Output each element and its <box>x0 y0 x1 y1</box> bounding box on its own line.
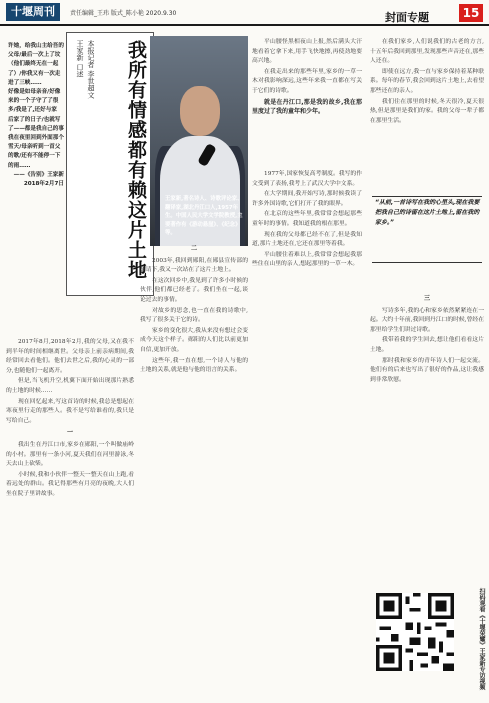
editor-info: 责任编辑_王玮 版式_陈小艳 2020.9.30 <box>70 10 177 17</box>
paragraph: 我们住在那里的时候,冬天很冷,夏天很热,但是那里是我们的家。我的父母一辈子都在那里生活。 <box>370 98 484 124</box>
pull-quote: “从前,一首诗写在我的心里头,现在我要把我自己的诗留在这片土地上,留在我的家乡。” <box>375 199 480 226</box>
paragraph: 2003年,我回到郧阳,在郧县宣传部的邀请下,我又一次站在了这片土地上。 <box>140 257 248 274</box>
body-column-1 <box>6 338 134 703</box>
qr-code[interactable] <box>376 593 454 671</box>
paragraph: 在这次回乡中,我见到了许多小时候的伙伴,他们都已经老了。我们坐在一起,谈论过去的事情。 <box>140 277 248 303</box>
paragraph: 在北京的这些年里,我常常会想起那些童年时的事情。我知道我的根在那里。 <box>252 211 362 227</box>
paragraph: 现在回忆起来,写这首诗的时候,我总是想起在寒夜里行走的那些人。我不是写给谁看的,我只是写给自己。 <box>6 398 134 424</box>
paragraph: 但是,当飞机升空,机翼下面开始出现那片熟悉的土地的时候…… <box>6 378 134 394</box>
section-marker-label: 二 <box>190 245 197 252</box>
photo-face <box>180 86 220 136</box>
paragraph: 我带着我的学生回去,想让他们看看这片土地。 <box>370 337 484 353</box>
paragraph: 这些年,我一直在想,一个诗人与他的土地的关系,就是他与他的语言的关系。 <box>140 357 248 374</box>
paragraph: 在我走出来的那些年里,家乡的一草一木对我影响深远,这些年来我一直都在写关于它们的诗歌。 <box>252 68 362 94</box>
paragraph: 小时候,我和小伙伴一整天一整天在山上跑,看着远处的群山。我记得那些有月亮的夜晚,大人们坐在院子里讲故事。 <box>6 471 134 497</box>
paragraph: 即使在远方,我一直与家乡保持着某种联系。每年的春节,我会回到这片土地上,去看望那些还在的亲人。 <box>370 68 484 94</box>
section-marker-label: 三 <box>423 295 430 302</box>
paragraph: 在大学期间,我开始写诗,那时候我读了许多外国诗歌,它们打开了我的眼界。 <box>252 191 362 207</box>
section-marker-label: 一 <box>66 429 73 437</box>
quote-rule-top <box>372 196 482 197</box>
byline <box>70 40 96 160</box>
poem-line: 好像是如母亲音/好像来的一个子守了了很多/我是了,还好与家 <box>8 89 61 114</box>
section-marker <box>6 428 134 439</box>
section-title: 封面专题 <box>385 11 429 24</box>
paragraph: 1977年,国家恢复高考制度。我写的作文受到了表扬,我考上了武汉大学中文系。 <box>252 171 362 187</box>
article-title: 我所有情感都有赖这片土地 <box>125 40 147 280</box>
paragraph: 在我们家乡,人们说我们的古老的方言,十五年后我回到那里,发现那些声音还在,那些人还在。 <box>370 39 484 65</box>
qr-caption: 扫码观看《十堰荣耀》王家新专访视频 <box>478 588 485 690</box>
section-marker <box>140 244 248 255</box>
paragraph: 我出生在丹江口市,家乡在郧阳,一个叫做庙岭的小村。那里有一条小河,夏天我们在河里游泳,冬天去山上砍柴。 <box>6 441 134 468</box>
paragraph: 平山腰怪黑相夜山上报,然后满头大汗地看着它拿下来,用手飞快地擦,再使劲地要高兴地。 <box>252 39 362 65</box>
body-column-4-top <box>370 38 484 196</box>
paragraph: 那时我和家乡的青年诗人们一起交流。他们有的后来也写出了很好的作品,这让我感到非常欣慰。 <box>370 357 484 383</box>
body-column-7 <box>370 292 484 578</box>
reporter-line: 本报记者 李世超文 <box>87 40 95 99</box>
paragraph: 2017年8月,2018年2月,我的父母,又在我不到半年的时间相继离世。父母亲上前亲病期间,我经常回去看他们。他们去世之后,我的心灵的一部分,也随他们一起离开。 <box>6 339 134 374</box>
paragraph: 家乡的变化很大,我从来没有想过会变成今天这个样子。郧阳的人们比以前更加自信,更加开放。 <box>140 327 248 353</box>
header-rule <box>0 24 489 26</box>
reporter-line: 王家新 口述 <box>76 40 84 78</box>
poem-line: 许她，给我山主给吾的父母/最后一次上了坟（他们最终无在一起了）/你我又有一次走进了三峡…… <box>8 43 64 86</box>
paragraph: 现在我的父母都已经不在了,但是我知道,那片土地还在,它还在那里等着我。 <box>252 231 362 248</box>
poem-block <box>8 42 64 324</box>
page-number: 15 <box>459 4 483 22</box>
photo-caption: 王家新,著名诗人、诗歌评论家、翻译家,湖北丹江口人,1957年生。中国人民大学文学院教授,主要著作有《游动悬崖》、《纪念》等。 <box>165 196 243 237</box>
paragraph: 对故乡的思念,也一直在我的诗歌中,我写了很多关于它的诗。 <box>140 307 248 324</box>
quote-rule-bottom <box>372 262 482 263</box>
poem-source: ——《告别》王家新 2018年2月7日 <box>13 171 64 188</box>
qr-code-graphic <box>376 593 454 671</box>
newspaper-brand: 十堰周刊 <box>6 3 60 21</box>
highlight-paragraph: 就是在丹江口,那是我的故乡,我在那里度过了我的童年和少年。 <box>252 98 362 116</box>
body-column-6 <box>252 170 362 703</box>
section-marker <box>370 294 484 305</box>
body-column-3-top <box>252 38 362 166</box>
poem-line: 我在夜里回到外面那个雪天/母亲听到一首父的歌/还有不能停一下的雨…… <box>8 135 64 169</box>
poem-line: 后家了的日子/也就写了——都是我自己的事 <box>8 116 64 132</box>
body-column-5 <box>140 242 248 703</box>
paragraph: 写诗多年,我的心和家乡依然紧紧连在一起。大约十年前,我回到丹江口的时候,曾经在那里给学生们讲过诗歌。 <box>370 307 484 333</box>
paragraph: 平山腰住着难以上,我常常会想起我那些住在山里的亲人,想起那里的一草一木。 <box>252 251 362 268</box>
